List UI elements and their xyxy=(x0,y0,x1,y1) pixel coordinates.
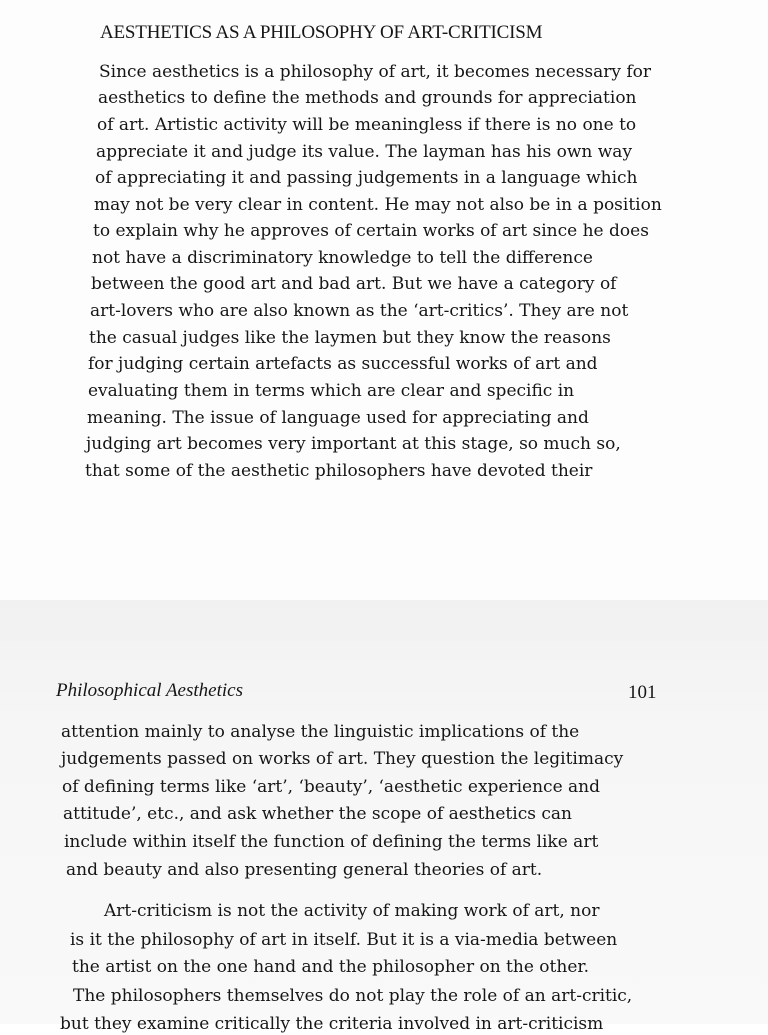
body-line: Since aesthetics is a philosophy of art, it becomes necessary for xyxy=(99,62,652,82)
body-line: may not be very clear in content. He may not also be in a position xyxy=(94,195,662,215)
body-line: meaning. The issue of language used for appreciating and xyxy=(87,408,589,428)
body-line: the artist on the one hand and the philosopher on the other. xyxy=(72,957,590,977)
body-line: of art. Artistic activity will be meaningless if there is no one to xyxy=(97,115,637,135)
section-heading: AESTHETICS AS A PHILOSOPHY OF ART-CRITICISM xyxy=(100,22,543,43)
body-line: and beauty and also presenting general theories of art. xyxy=(66,860,543,880)
body-line: of defining terms like ‘art’, ‘beauty’, ‘aesthetic experience and xyxy=(62,777,600,797)
body-line: that some of the aesthetic philosophers have devoted their xyxy=(85,461,593,481)
body-line: Art-criticism is not the activity of making work of art, nor xyxy=(104,901,600,921)
body-line: the casual judges like the laymen but they know the reasons xyxy=(89,328,611,348)
body-line: of appreciating it and passing judgements in a language which xyxy=(95,168,638,188)
body-line: judgements passed on works of art. They question the legitimacy xyxy=(61,749,624,769)
body-line: include within itself the function of defining the terms like art xyxy=(64,832,599,852)
body-line: evaluating them in terms which are clear and specific in xyxy=(88,381,575,401)
body-line: but they examine critically the criteria involved in art-criticism xyxy=(60,1014,604,1034)
body-line: art-lovers who are also known as the ‘art-critics’. They are not xyxy=(90,301,629,321)
body-line: attitude’, etc., and ask whether the scope of aesthetics can xyxy=(63,804,572,824)
body-line: judging art becomes very important at this stage, so much so, xyxy=(86,434,621,454)
body-line: is it the philosophy of art in itself. But it is a via-media between xyxy=(70,930,618,950)
body-line: for judging certain artefacts as successful works of art and xyxy=(88,354,598,374)
body-line: between the good art and bad art. But we have a category of xyxy=(91,274,617,294)
body-line: attention mainly to analyse the linguistic implications of the xyxy=(61,722,580,742)
body-line: to explain why he approves of certain works of art since he does xyxy=(93,221,649,241)
body-line: appreciate it and judge its value. The layman has his own way xyxy=(96,142,633,162)
body-line: aesthetics to define the methods and grounds for appreciation xyxy=(98,88,637,108)
body-line: The philosophers themselves do not play the role of an art-critic, xyxy=(73,986,633,1006)
body-line: not have a discriminatory knowledge to tell the difference xyxy=(92,248,593,268)
page-number: 101 xyxy=(628,682,657,703)
running-head: Philosophical Aesthetics xyxy=(56,680,243,701)
